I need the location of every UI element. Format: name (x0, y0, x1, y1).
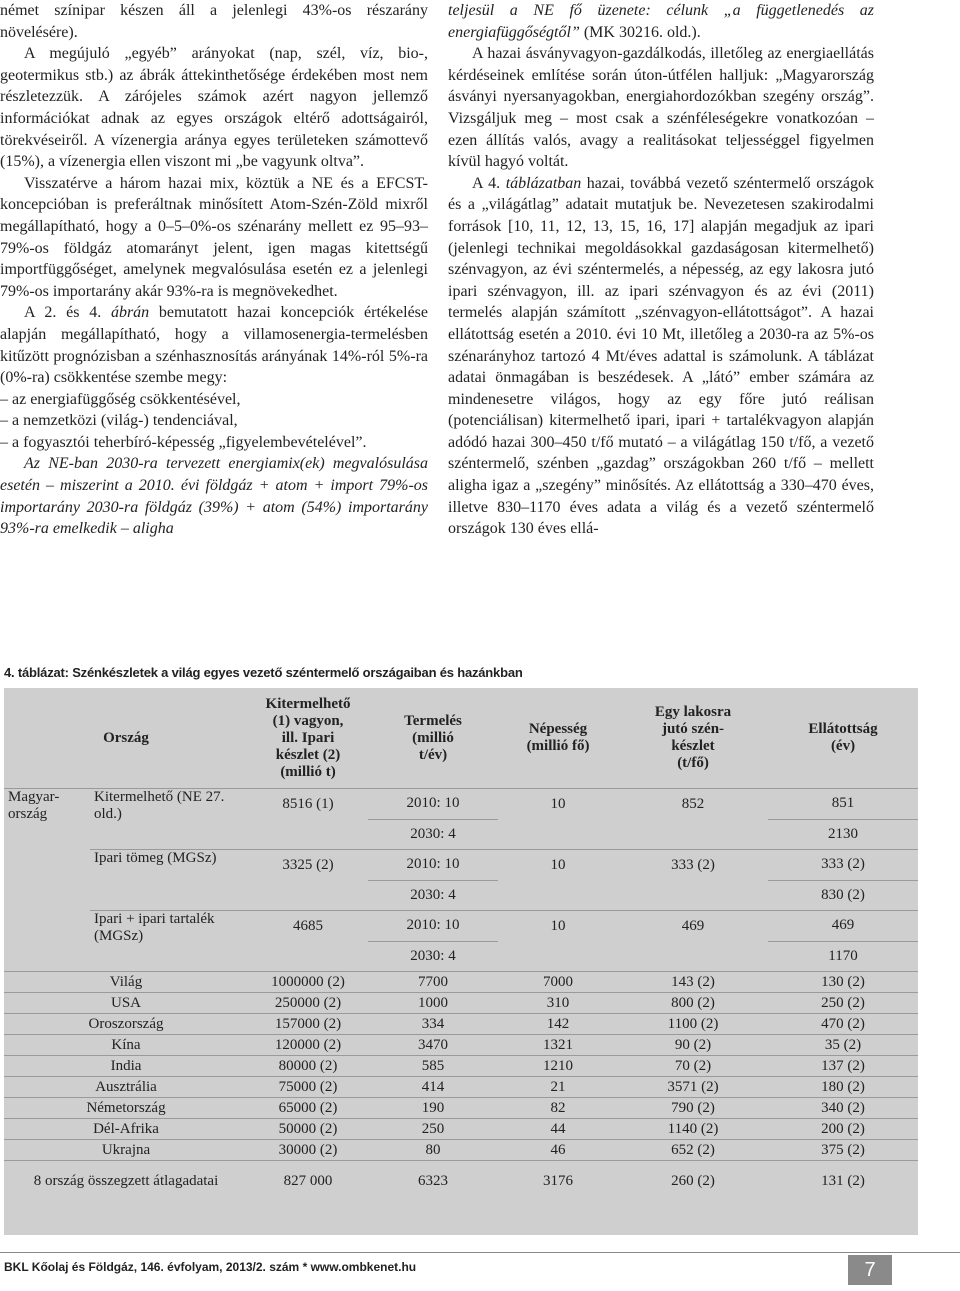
cell: 310 (498, 993, 618, 1014)
page-number: 7 (848, 1255, 892, 1285)
table-row (4, 972, 918, 993)
country-name: Oroszország (4, 1014, 248, 1035)
right-text-column (448, 0, 874, 540)
cell: 851 (768, 789, 918, 820)
text-run: ábrán (110, 304, 150, 322)
paragraph (448, 173, 874, 540)
table-row (4, 1014, 918, 1035)
hu-sub-label: Ipari tömeg (MGSz) (90, 850, 248, 911)
table-row (4, 993, 918, 1014)
cell: 137 (2) (768, 1056, 918, 1077)
header-line: készlet (2) (275, 746, 341, 763)
table-row (4, 789, 918, 820)
cell: 1210 (498, 1056, 618, 1077)
cell: 131 (2) (768, 1161, 918, 1202)
cell: 6323 (368, 1161, 498, 1202)
header-line: jutó szén- (661, 721, 725, 737)
header-line: ill. Ipari (281, 729, 335, 746)
cell: 469 (768, 911, 918, 942)
dash-item: – az energiafüggőség csökkentésével, (0, 390, 241, 408)
cell: 333 (2) (618, 850, 768, 881)
cell: 82 (498, 1098, 618, 1119)
header-line: készlet (671, 738, 715, 754)
header-line: Termelés (404, 712, 462, 729)
table-row (4, 1140, 918, 1161)
cell: 190 (368, 1098, 498, 1119)
cell: 10 (498, 850, 618, 881)
table-row (4, 1098, 918, 1119)
cell: 1321 (498, 1035, 618, 1056)
cell: 334 (368, 1014, 498, 1035)
header-line: t/év) (418, 746, 448, 763)
cell (618, 880, 768, 911)
cell: 414 (368, 1077, 498, 1098)
cell: 143 (2) (618, 972, 768, 993)
cell: 250 (2) (768, 993, 918, 1014)
cell: 180 (2) (768, 1077, 918, 1098)
cell: 157000 (2) (248, 1014, 368, 1035)
paragraph: Visszatérve a három hazai mix, köztük a NE és a EFCST-koncepcióban is preferáltnak minősített Atom-Szén-Zöld mixről megállapítható, hogy a 0–5–0%-os szénarány mellett ez 95–93–79%-os földgáz atomarányt jelent, igen magas kitettségű importfüggőséget, amelynek megvalósulása esetén ez a jelenlegi 79%-os importarány akár 93%-ra is megnövekedhet. (0, 174, 428, 300)
header-line: (1) vagyon, (272, 712, 344, 729)
country-name: Ausztrália (4, 1077, 248, 1098)
cell: 200 (2) (768, 1119, 918, 1140)
cell: 8516 (1) (248, 789, 368, 820)
cell: 30000 (2) (248, 1140, 368, 1161)
paragraph: Az NE-ban 2030-ra tervezett energiamix(ek) megvalósulása esetén – miszerint a 2010. évi földgáz + atom + import 79%-os importarány 2030-ra földgáz (39%) + atom (54%) importarány 93%-ra emelkedik – aligha (0, 455, 428, 538)
cell: 800 (2) (618, 993, 768, 1014)
cell: 90 (2) (618, 1035, 768, 1056)
summary-label: 8 ország összegzett átlagadatai (4, 1161, 248, 1202)
country-name: Németország (4, 1098, 248, 1119)
text-run: A 2. és 4. (24, 304, 111, 322)
cell: 1170 (768, 941, 918, 972)
summary-row (4, 1161, 918, 1202)
header-population (498, 688, 618, 789)
cell (618, 819, 768, 850)
cell: 1140 (2) (618, 1119, 768, 1140)
cell: 469 (618, 911, 768, 942)
header-line: (millió fő) (526, 738, 590, 754)
dash-item: – a nemzetközi (világ-) tendenciával, (0, 412, 238, 430)
footer-divider (0, 1252, 960, 1253)
cell: 50000 (2) (248, 1119, 368, 1140)
cell (618, 941, 768, 972)
text-run: teljesül a NE fő üzenete: célunk „a függetlenedés az energiafüggőségtől” (448, 2, 874, 41)
header-line: (millió (412, 729, 454, 746)
cell: 2030: 4 (368, 880, 498, 911)
cell: 333 (2) (768, 850, 918, 881)
table-header-row (4, 688, 918, 789)
cell: 2030: 4 (368, 941, 498, 972)
table-row (4, 1119, 918, 1140)
cell (498, 819, 618, 850)
cell: 585 (368, 1056, 498, 1077)
country-name: India (4, 1056, 248, 1077)
cell: 65000 (2) (248, 1098, 368, 1119)
header-per-capita (618, 688, 768, 789)
cell: 120000 (2) (248, 1035, 368, 1056)
cell: 3176 (498, 1161, 618, 1202)
cell: 790 (2) (618, 1098, 768, 1119)
table-row (4, 911, 918, 942)
cell: 46 (498, 1140, 618, 1161)
table-row (4, 1035, 918, 1056)
hungary-label: Magyar-ország (4, 789, 90, 972)
cell (248, 941, 368, 972)
cell: 80000 (2) (248, 1056, 368, 1077)
header-supply (768, 688, 918, 789)
cell: 75000 (2) (248, 1077, 368, 1098)
header-line: (t/fő) (677, 755, 709, 771)
cell: 21 (498, 1077, 618, 1098)
paragraph (0, 302, 428, 388)
cell: 35 (2) (768, 1035, 918, 1056)
text-run: A 4. (472, 174, 506, 192)
cell: 3470 (368, 1035, 498, 1056)
cell: 80 (368, 1140, 498, 1161)
cell: 470 (2) (768, 1014, 918, 1035)
cell: 10 (498, 911, 618, 942)
header-line: (év) (830, 738, 856, 754)
paragraph: A hazai ásványvagyon-gazdálkodás, illetőleg az energiaellátás kérdéseinek említése során úton-útfélen halljuk: „Magyarország ásványi nyersanyagokban, energiahordozókban szegény ország”. Vizsgáljuk meg – most csak a szénféleségekre vonatkozóan – ezen állítás valós, avagy a realitásokat teljességgel figyelmen kívül hagyó voltát. (448, 45, 874, 171)
cell: 652 (2) (618, 1140, 768, 1161)
cell: 10 (498, 789, 618, 820)
cell: 2010: 10 (368, 789, 498, 820)
header-production (368, 688, 498, 789)
cell: 7700 (368, 972, 498, 993)
cell: 250 (368, 1119, 498, 1140)
cell: 44 (498, 1119, 618, 1140)
cell: 852 (618, 789, 768, 820)
cell: 2010: 10 (368, 850, 498, 881)
paragraph: A megújuló „egyéb” arányokat (nap, szél, víz, bio-, geotermikus stb.) az ábrák áttekinthetősége érdekében most nem részletezzük. A zárójeles számok azért nagyon jellemző információkat adnak az egyes országok eltérő adottságairól, törekvéseiről. A vízenergia aránya egyes területeken számottevő (15%), a vízenergia ellen viszont mi „be vagyunk oltva”. (0, 45, 428, 171)
cell: 70 (2) (618, 1056, 768, 1077)
country-name: Világ (4, 972, 248, 993)
header-line: Ellátottság (808, 721, 878, 737)
table-title: 4. táblázat: Szénkészletek a világ egyes vezető széntermelő országaiban és hazánkban (4, 665, 523, 680)
cell: 250000 (2) (248, 993, 368, 1014)
cell: 340 (2) (768, 1098, 918, 1119)
cell: 130 (2) (768, 972, 918, 993)
coal-reserves-table (4, 688, 918, 1201)
header-line: Kitermelhető (265, 695, 351, 712)
text-run: hazai, továbbá vezető széntermelő országok és a „világátlag” adatait mutatjuk be. Nevezetesen szakirodalmi források [10, 11, 12, 13, 15, 16, 17] alapján megadjuk az ipari (jelenlegi technikai megoldásokkal gazdaságosan kitermelhető) szénvagyon, az évi széntermelés, a népesség, az egy lakosra jutó ipari szénvagyon, ill. az ipari szénvagyon és az évi (2011) termelés alapján számított „szénvagyon-ellátottságot”. A hazai ellátottság esetén a 2010. évi 10 Mt, illetőleg a 2030-ra az 5%-os szénarányhoz tartozó 4 Mt/éves adattal is számolunk. A táblázat adatai önmagában is beszédesek. A „látó” ember számára az mindenesetre világos, hogy az egy főre jutó reálisan (potenciálisan) kitermelhető ipari, ipari + tartalékvagyon alapján adódó hazai 300–450 t/fő mutató – a világátlag 150 t/fő, a vezető széntermelő, szénben „gazdag” országokban 260 t/fő – mellett aligha igaz a „szegény” minősítés. Az ellátottság a 330–470 éves, illetve 830–1170 éves adata a világ és a vezető széntermelő országok 130 éves ellá- (448, 174, 875, 538)
cell: 3325 (2) (248, 850, 368, 881)
cell: 1100 (2) (618, 1014, 768, 1035)
cell: 375 (2) (768, 1140, 918, 1161)
header-line: Egy lakosra (654, 704, 732, 720)
paragraph (448, 0, 874, 43)
left-text-column (0, 0, 428, 540)
cell: 2130 (768, 819, 918, 850)
hu-sub-label: Ipari + ipari tartalék (MGSz) (90, 911, 248, 972)
table-row (4, 1077, 918, 1098)
header-country: Ország (103, 729, 149, 746)
coal-table-panel (4, 688, 918, 1235)
cell (498, 880, 618, 911)
cell: 1000000 (2) (248, 972, 368, 993)
text-run: (MK 30216. old.). (579, 23, 701, 41)
paragraph: német színipar készen áll a jelenlegi 43%-os részarány növelésére). (0, 2, 428, 41)
cell: 1000 (368, 993, 498, 1014)
country-name: Ukrajna (4, 1140, 248, 1161)
cell (498, 941, 618, 972)
hu-sub-label: Kitermelhető (NE 27. old.) (90, 789, 248, 850)
header-line: (millió t) (280, 763, 336, 780)
cell: 2030: 4 (368, 819, 498, 850)
dash-item: – a fogyasztói teherbíró-képesség „figyelembevételével”. (0, 433, 367, 451)
cell: 3571 (2) (618, 1077, 768, 1098)
header-line: Népesség (528, 721, 588, 737)
cell: 142 (498, 1014, 618, 1035)
cell: 830 (2) (768, 880, 918, 911)
country-name: Kína (4, 1035, 248, 1056)
country-name: Dél-Afrika (4, 1119, 248, 1140)
table-row (4, 850, 918, 881)
cell: 2010: 10 (368, 911, 498, 942)
cell: 260 (2) (618, 1161, 768, 1202)
cell: 7000 (498, 972, 618, 993)
country-name: USA (4, 993, 248, 1014)
cell (248, 819, 368, 850)
cell: 827 000 (248, 1161, 368, 1202)
cell (248, 880, 368, 911)
text-run: táblázatban (505, 174, 582, 192)
header-reserve (248, 688, 368, 789)
footer-citation: BKL Kőolaj és Földgáz, 146. évfolyam, 2013/2. szám * www.ombkenet.hu (4, 1260, 417, 1274)
table-row (4, 1056, 918, 1077)
cell: 4685 (248, 911, 368, 942)
text-run: bemutatott hazai koncepciók értékelése alapján megállapítható, hogy a villamosenergia-termelésben kitűzött prognózisban a szénhasznosítás arányának 14%-ról 5%-ra (0%-ra) csökkentése szembe megy: (0, 304, 428, 387)
